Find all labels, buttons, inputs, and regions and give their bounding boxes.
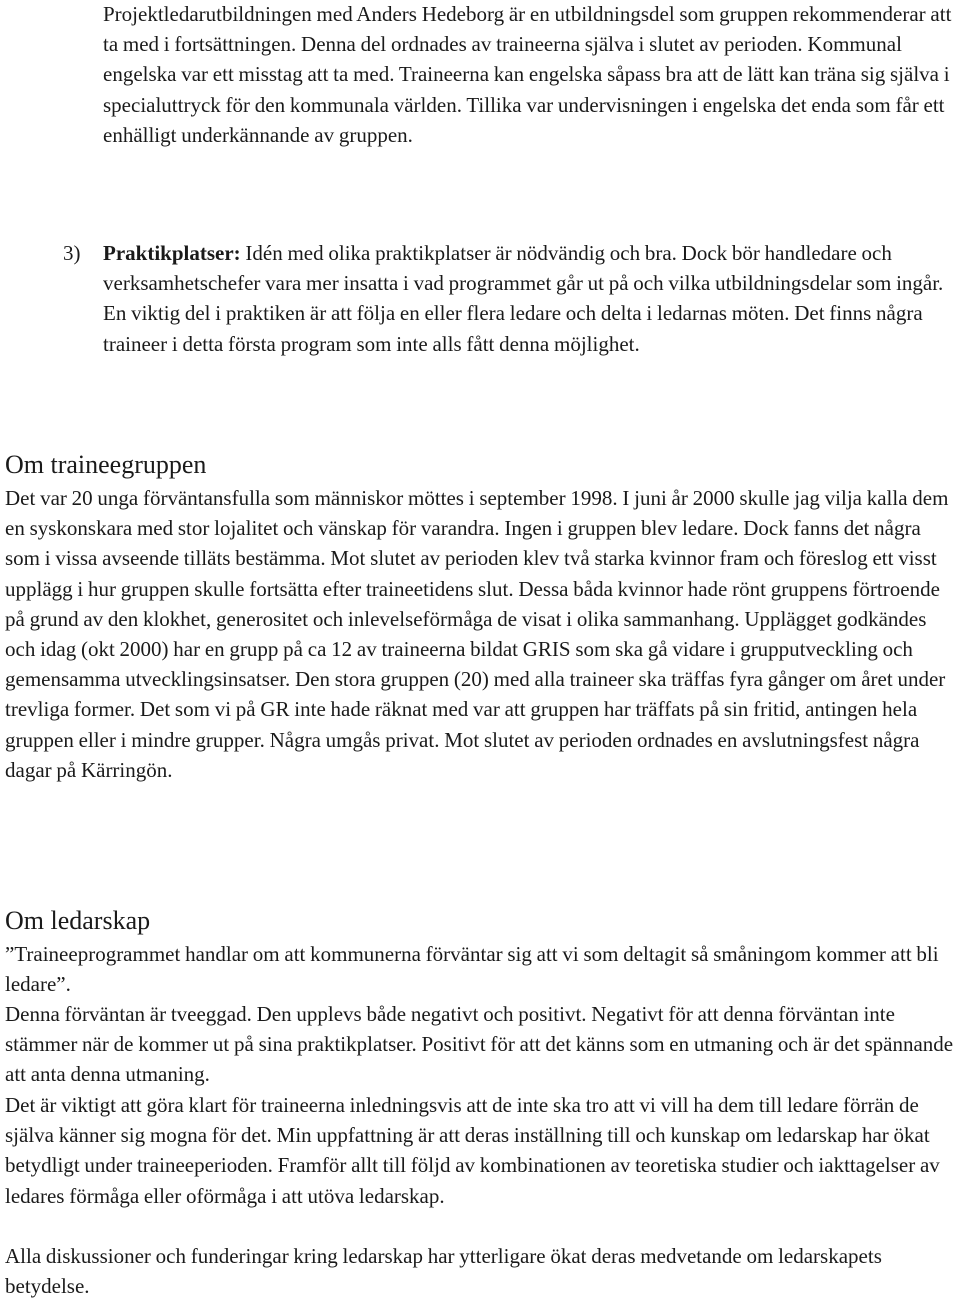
heading-ledarskap: Om ledarskap [5, 906, 151, 935]
traineegruppen-paragraph: Det var 20 unga förväntansfulla som människor möttes i september 1998. I juni år 2000 skulle jag vilja kalla dem en syskonskara med stor lojalitet och vänskap för varandra. Ingen i gruppen blev ledare. Dock fanns det några som i vissa avseende tilläts bestämma. Mot slutet av perioden klev två starka kvinnor fram och föreslog ett visst upplägg i hur gruppen skulle fortsätta efter traineetidens slut. Dessa båda kvinnor hade rönt gruppens förtroende på grund av den klokhet, generositet och inlevelseförmåga de visat i olika sammanhang. Upplägget godkändes och idag (okt 2000) har en grupp på ca 12 av traineerna bildat GRIS som ska gå vidare i grupputveckling och gemensamma utvecklingsinsatser. Den stora gruppen (20) med alla traineer ska träffas fyra gånger om året under trevliga former. Det som vi på GR inte hade räknat med var att gruppen har träffats på sin fritid, antingen hela gruppen eller i mindre grupper. Några umgås privat. Mot slutet av perioden ordnades en avslutningsfest några dagar på Kärringön. [5, 486, 949, 782]
ledarskap-quote: ”Traineeprogrammet handlar om att kommunerna förväntar sig att vi som deltagit så småningom kommer att bli ledare”. [5, 942, 939, 997]
heading-traineegruppen: Om traineegruppen [5, 450, 207, 479]
intro-paragraph: Projektledarutbildningen med Anders Hedeborg är en utbildningsdel som gruppen rekommenderar att ta med i fortsättningen. Denna del ordnades av traineerna själva i slutet av perioden. Kommunal engelska var ett misstag att ta med. Traineerna kan engelska såpass bra att de lätt kan träna sig själva i specialuttryck för den kommunala världen. Tillika var undervisningen i engelska det enda som får ett enhälligt underkännande av gruppen. [103, 2, 952, 147]
list-number: 3) [63, 241, 81, 265]
list-item-term: Praktikplatser: [103, 241, 241, 265]
ledarskap-paragraph-1: Denna förväntan är tveeggad. Den upplevs både negativt och positivt. Negativt för att denna förväntan inte stämmer när de kommer ut på sina praktikplatser. Positivt för att det känns som en utmaning och är det spännande att anta denna utmaning. [5, 1002, 954, 1087]
ledarskap-paragraph-3: Alla diskussioner och funderingar kring ledarskap har ytterligare ökat deras medvetande om ledarskapets betydelse. [5, 1244, 882, 1299]
ledarskap-paragraph-2: Det är viktigt att göra klart för traineerna inledningsvis att de inte ska tro att vi vill ha dem till ledare förrän de själva känner sig mogna för det. Min uppfattning är att deras inställning till och kunskap om ledarskap har ökat betydligt under traineeperioden. Framför allt till följd av kombinationen av teoretiska studier och iakttagelser av ledares förmåga eller oförmåga i att utöva ledarskap. [5, 1093, 940, 1208]
list-item-praktikplatser [103, 238, 953, 359]
list-item-text: Idén med olika praktikplatser är nödvändig och bra. Dock bör handledare och verksamhetschefer vara mer insatta i vad programmet går ut på och vilka utbildningsdelar som ingår. En viktig del i praktiken är att följa en eller flera ledare och delta i ledarnas möten. Det finns några traineer i detta första program som inte alls fått denna möjlighet. [103, 241, 944, 356]
